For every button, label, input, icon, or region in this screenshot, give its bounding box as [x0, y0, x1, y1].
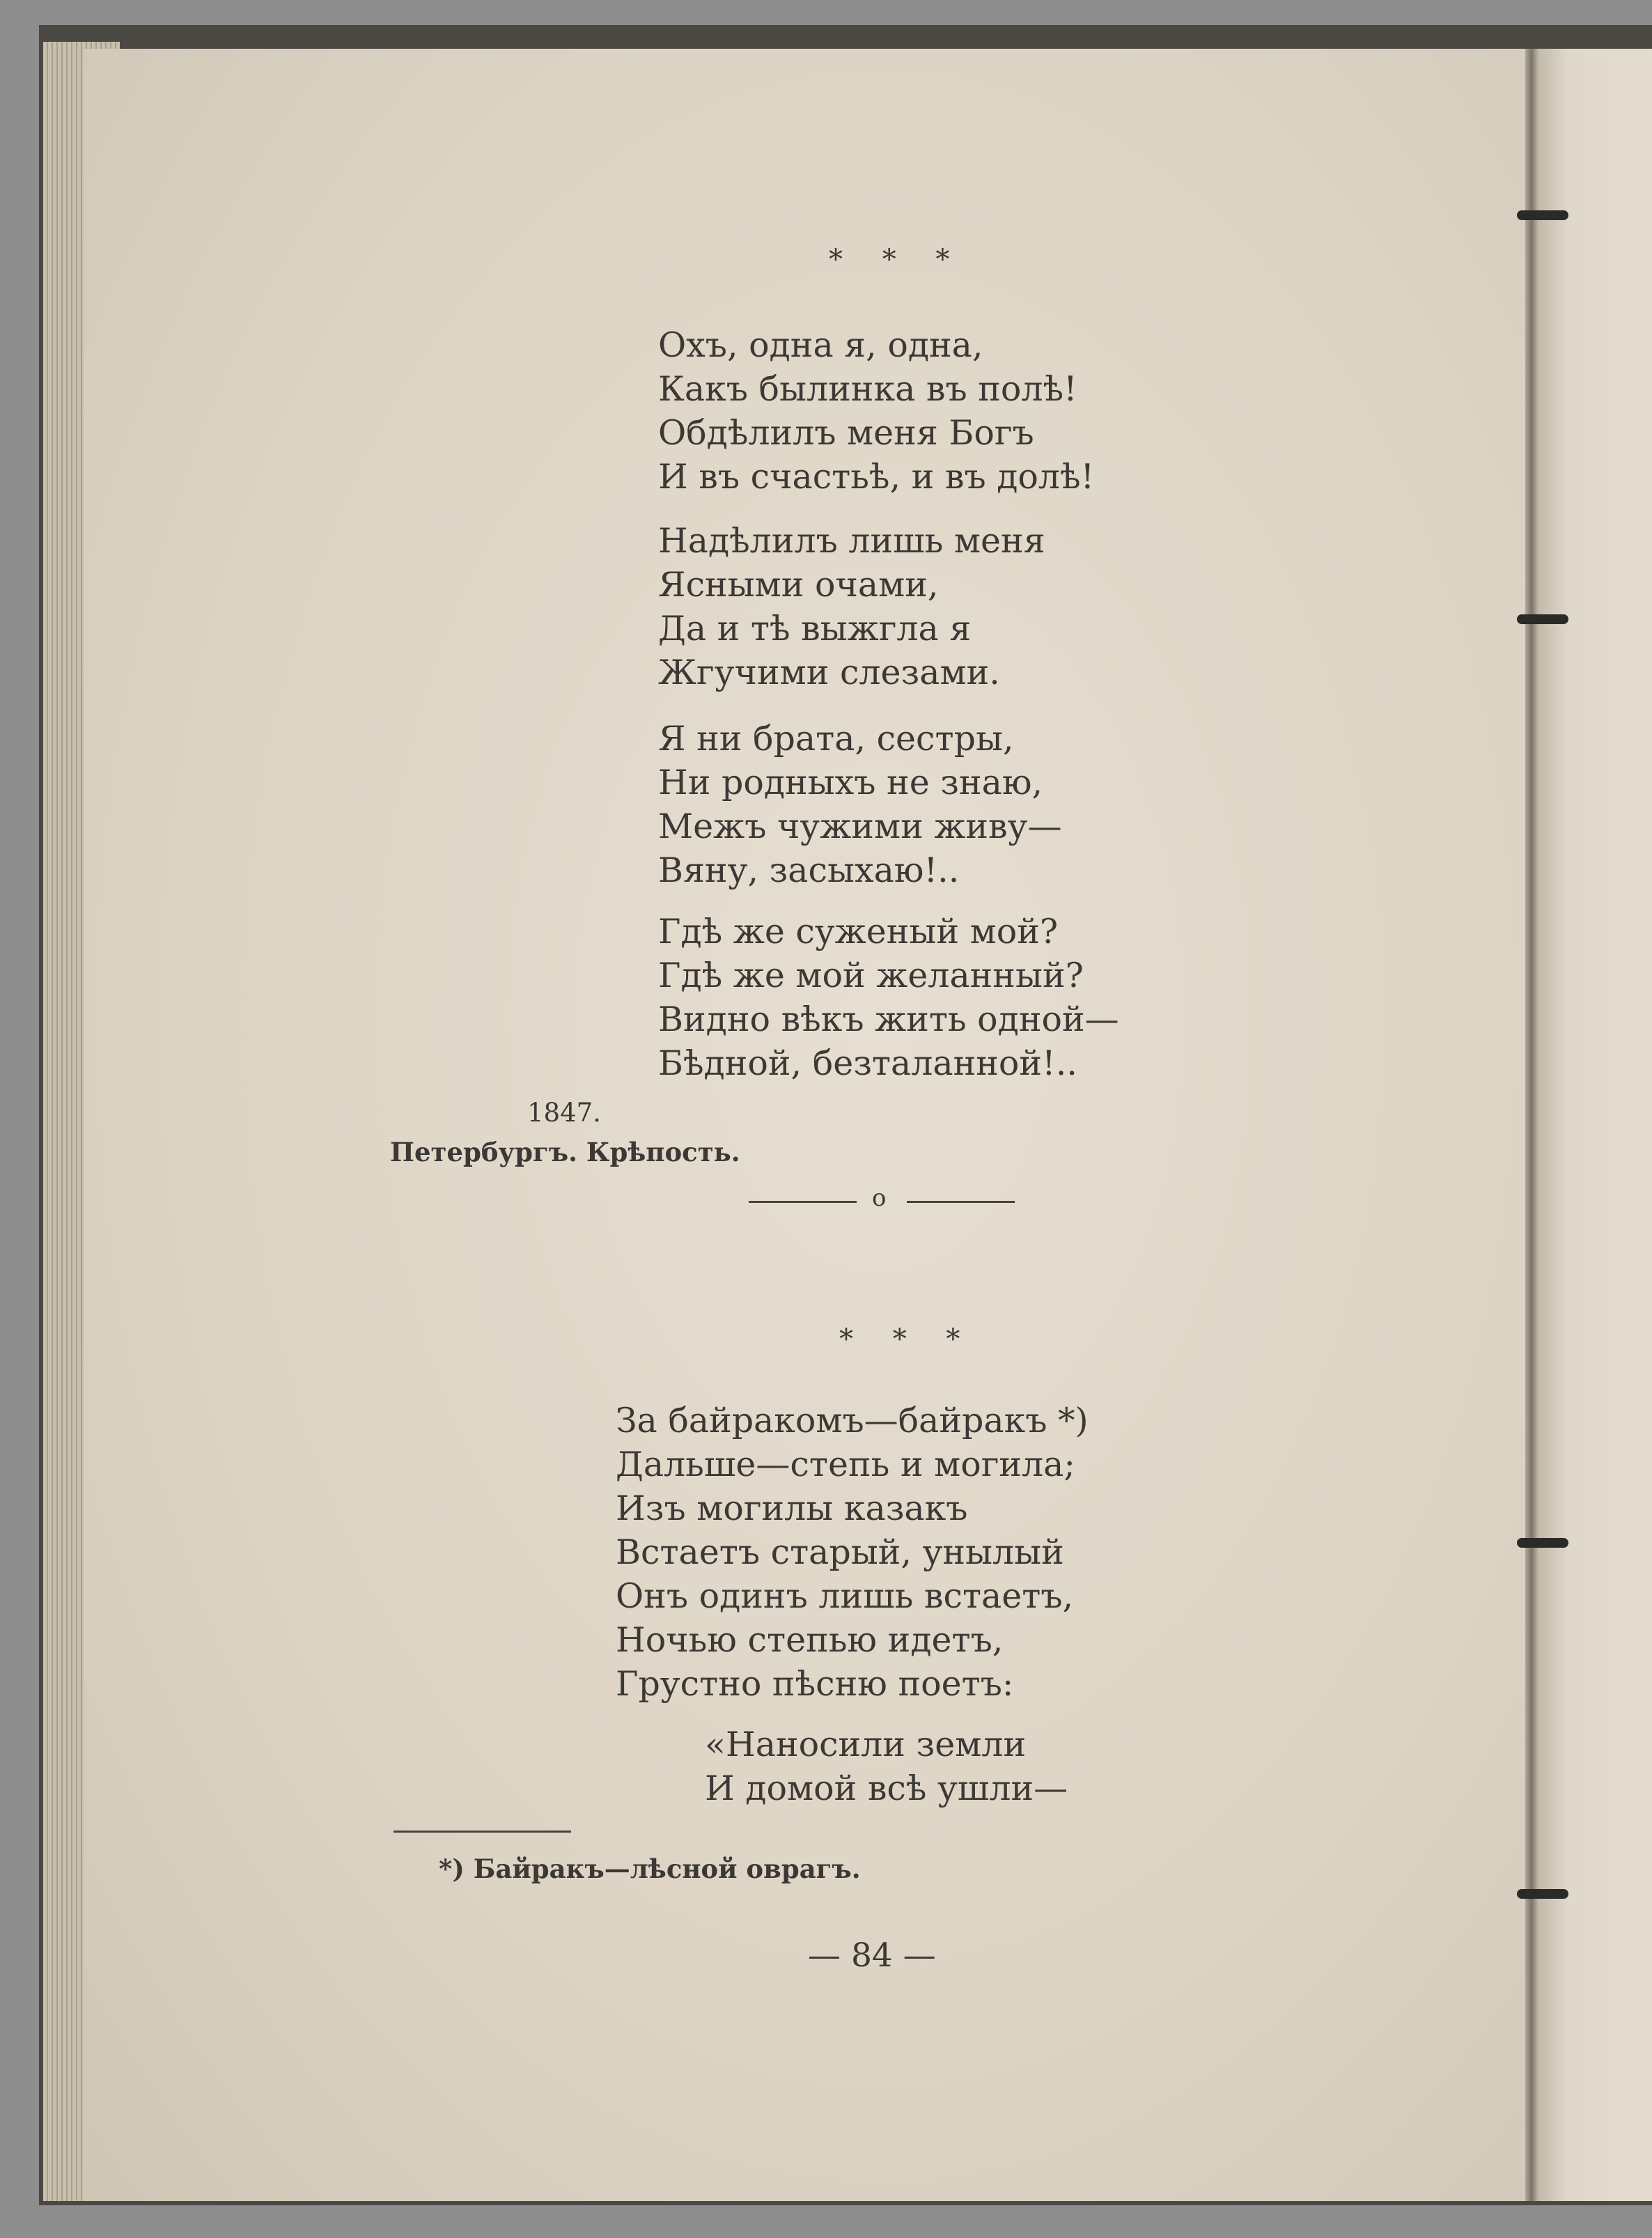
footnote-rule: [393, 1831, 571, 1833]
verse-line: Межъ чужими живу—: [658, 807, 1062, 846]
book-gutter: [1525, 49, 1538, 2201]
verse-line: И въ счастьѣ, и въ долѣ!: [658, 457, 1095, 497]
verse-line: Встаетъ старый, унылый: [616, 1532, 1064, 1572]
verse-line: Надѣлилъ лишь меня: [658, 521, 1045, 561]
facing-page: [1532, 49, 1652, 2201]
verse-line: «Наносили земли: [705, 1725, 1027, 1764]
verse-line: Онъ одинъ лишь встаетъ,: [616, 1576, 1074, 1616]
separator-rule-right: [907, 1201, 1015, 1203]
poem1-asterisks: * * *: [829, 244, 965, 276]
verse-line: Жгучими слезами.: [658, 653, 1000, 692]
poem1-place: Петербургъ. Крѣпость.: [390, 1137, 740, 1167]
verse-line: Вяну, засыхаю!..: [658, 850, 960, 890]
binding-stitch: [1517, 1538, 1568, 1548]
binding-stitch: [1517, 1889, 1568, 1899]
binding-stitch: [1517, 210, 1568, 220]
verse-line: Дальше—степь и могила;: [616, 1445, 1075, 1484]
verse-line: Да и тѣ выжгла я: [658, 609, 972, 648]
poem2-quote: [705, 1723, 1068, 1810]
verse-line: Охъ, одна я, одна,: [658, 325, 983, 365]
separator-mark: о: [872, 1184, 887, 1212]
poem1-stanza-1: [658, 323, 1094, 499]
verse-line: Видно вѣкъ жить одной—: [658, 1000, 1119, 1039]
verse-line: Ни родныхъ не знаю,: [658, 763, 1043, 802]
verse-line: Бѣдной, безталанной!..: [658, 1043, 1077, 1083]
verse-line: И домой всѣ ушли—: [705, 1769, 1068, 1808]
binding-stitch: [1517, 614, 1568, 624]
verse-line: Гдѣ же суженый мой?: [658, 912, 1059, 951]
footnote: *) Байракъ—лѣсной оврагъ.: [439, 1854, 861, 1884]
verse-line: Грустно пѣсню поетъ:: [616, 1664, 1014, 1704]
verse-line: Я ни брата, сестры,: [658, 719, 1014, 759]
verse-line: Какъ былинка въ полѣ!: [658, 369, 1077, 409]
verse-line: Гдѣ же мой желанный?: [658, 956, 1084, 995]
poem1-stanza-3: [658, 717, 1061, 892]
page-number: — 84 —: [808, 1936, 936, 1975]
poem2-stanza: [616, 1399, 1089, 1706]
poem1-stanza-2: [658, 519, 1045, 694]
verse-line: Обдѣлилъ меня Богъ: [658, 413, 1034, 453]
poem1-stanza-4: [658, 910, 1119, 1085]
verse-line: За байракомъ—байракъ *): [616, 1401, 1089, 1440]
poem1-year: 1847.: [527, 1098, 601, 1128]
separator-rule-left: [749, 1201, 857, 1203]
verse-line: Изъ могилы казакъ: [616, 1489, 968, 1528]
poem2-asterisks: * * *: [839, 1323, 976, 1355]
verse-line: Ночью степью идетъ,: [616, 1620, 1004, 1660]
verse-line: Ясными очами,: [658, 565, 939, 605]
